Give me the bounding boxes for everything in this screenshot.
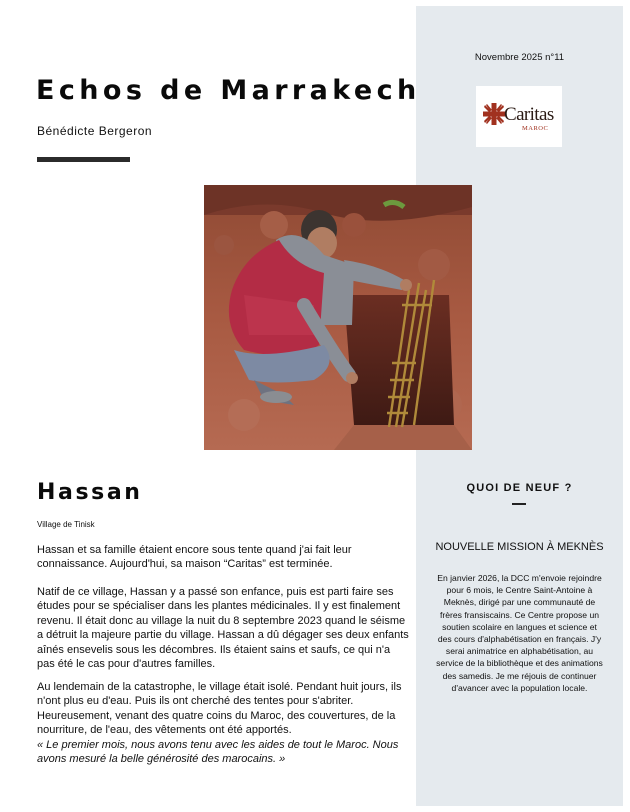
article-paragraph: Hassan et sa famille étaient encore sous tente quand j'ai fait leur connaissance. Aujourd'hui, sa maison “Caritas” est terminée.: [37, 544, 352, 571]
logo-name: Caritas: [504, 104, 554, 125]
sidebar-heading-dash: [512, 503, 526, 505]
caritas-cross-icon: [483, 103, 505, 125]
article-paragraph: Au lendemain de la catastrophe, le village était isolé. Pendant huit jours, ils n'ont plus eu d'eau. Puis ils ont cherché des tentes pour s'abriter. Heureusement, venant des quatre coins du Maroc, des couvertures, de la nourriture, de l'eau, des vêtements ont été apportés.: [37, 681, 402, 737]
issue-date: Novembre 2025 n°11: [474, 52, 565, 63]
photo-man-rebar-foundation-icon: [204, 185, 472, 450]
sidebar-heading: QUOI DE NEUF ?: [466, 482, 573, 494]
author-name: Bénédicte Bergeron: [37, 124, 153, 138]
logo-subtitle: MAROC: [522, 125, 549, 132]
news-body: En janvier 2026, la DCC m'envoie rejoindre pour 6 mois, le Centre Saint-Antoine à Meknès, dirigé par une communauté de frères fransiscains. Ce Centre propose un soutien scolaire en langues et science et des cours d'alphabétisation en français. J'y serai animatrice en alphabétisation, au service de la bibliothèque et des animations des samedis. Je me réjouis de continuer d'avancer avec la population locale.: [436, 573, 603, 693]
article-paragraph: Natif de ce village, Hassan y a passé son enfance, puis est parti faire ses études pour se spécialiser dans les plantes médicinales. Il y est finalement revenu. Il était donc au village la nuit du 8 septembre 2023 quand le séisme a détruit la majeure partie du village. Hassan a dû dégager ses deux enfants aînés ensevelis sous les décombres. Ils étaient sains et saufs, ce qui n'a pas été le cas pour d'autres familles.: [37, 586, 409, 671]
article-place: Village de Tinisk: [37, 520, 95, 529]
title-divider: [37, 157, 130, 162]
caritas-logo: [476, 86, 562, 147]
article-paragraph-with-quote: [37, 680, 409, 766]
newsletter-title: Echos de Marrakech: [36, 75, 421, 106]
news-title: NOUVELLE MISSION À MEKNÈS: [435, 541, 604, 553]
article-heading: Hassan: [37, 480, 143, 505]
article-photo: [204, 185, 472, 450]
article-quote: « Le premier mois, nous avons tenu avec les aides de tout le Maroc. Nous avons mesuré la belle générosité des marocains. »: [37, 738, 399, 766]
